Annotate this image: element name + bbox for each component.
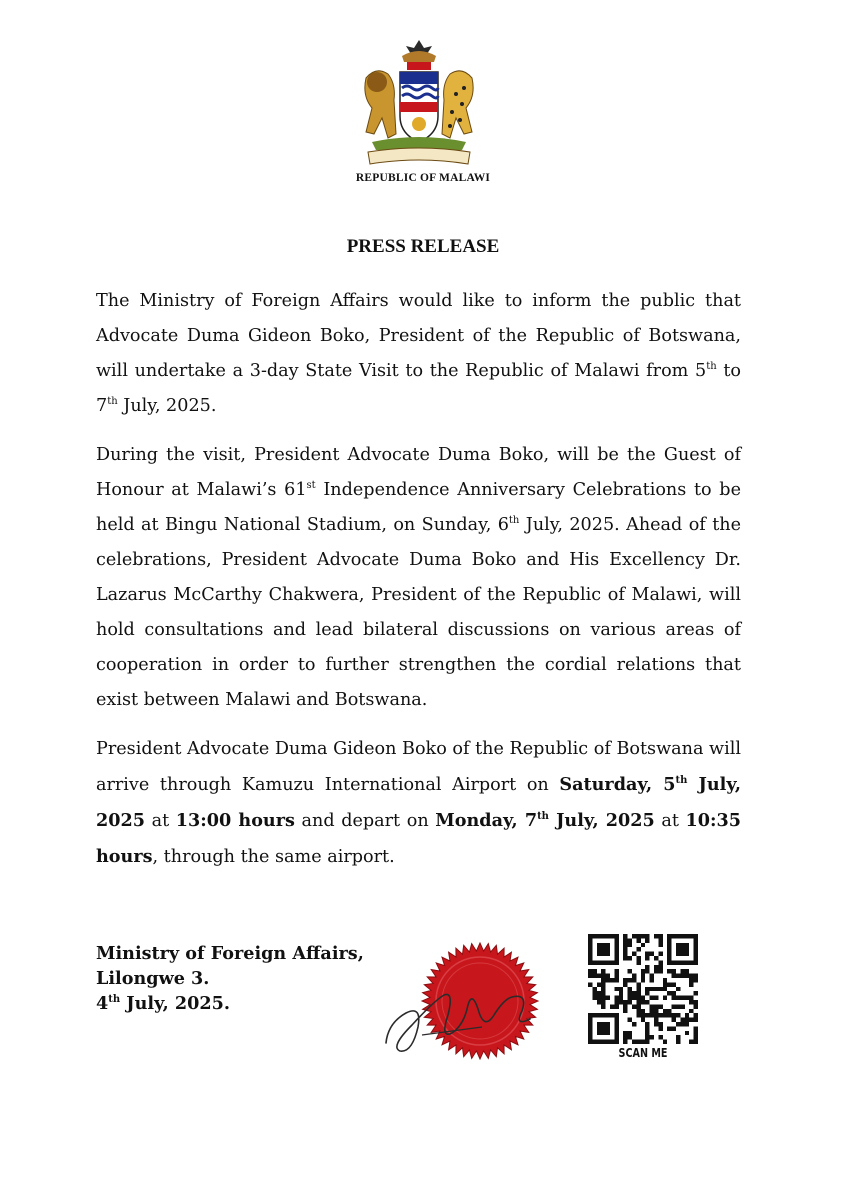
official-seal-icon (382, 935, 572, 1065)
text: The Ministry of Foreign Affairs would like to inform the public that Advocate Duma Gideon Boko, President of the Republic of Botswana, will undertake a 3-day State Visit to the Republic of Malawi from 5 (96, 291, 741, 381)
city: Lilongwe 3. (96, 968, 210, 989)
page-title: PRESS RELEASE (346, 236, 500, 257)
text: President Advocate Duma Gideon Boko of the Republic of Botswana will arrive through Kamuzu International Airport on (96, 739, 741, 795)
text: During the visit, President Advocate Duma Boko, will be the Guest of Honour at Malawi’s 61 (96, 445, 741, 500)
text: at (144, 811, 176, 831)
text: Independence Anniversary Celebrations to be held at Bingu National Stadium, on Sunday, 6 (96, 480, 741, 535)
sup: th (508, 515, 520, 526)
malawi-coat-of-arms-icon (352, 38, 486, 170)
ministry-name: Ministry of Foreign Affairs, (96, 943, 364, 964)
text: and depart on (294, 811, 436, 831)
signoff-block (96, 941, 416, 1016)
country-name: REPUBLIC OF MALAWI (355, 172, 491, 184)
paragraph-visit-details (96, 438, 741, 718)
sup: th (706, 361, 717, 372)
arrival-date: Saturday, 5th July, 2025 (96, 774, 742, 831)
text: to 7 (96, 361, 741, 416)
release-date: 4th July, 2025. (96, 993, 230, 1014)
departure-date: Monday, 7th July, 2025 (435, 810, 655, 831)
press-release-body (96, 284, 741, 889)
departure-time: 10:35 hours (96, 810, 741, 867)
text: July, 2025. (117, 396, 217, 416)
scan-me-label: SCAN ME (618, 1046, 668, 1060)
qr-code-icon[interactable] (588, 934, 698, 1044)
arrival-time: 13:00 hours (175, 810, 295, 831)
paragraph-announcement (96, 284, 741, 424)
text: July, 2025. Ahead of the celebrations, President Advocate Duma Boko and His Excellency Dr. Lazarus McCarthy Chakwera, President of the Republic of Malawi, will hold consultations and lead bilateral discussions on various areas of cooperation in order to further strengthen the cordial relations that exist between Malawi and Botswana. (96, 515, 742, 710)
sup: th (107, 396, 118, 407)
paragraph-travel-schedule (96, 732, 741, 875)
sup: st (306, 480, 316, 491)
text: , through the same airport. (152, 847, 395, 867)
text: at (654, 811, 686, 831)
